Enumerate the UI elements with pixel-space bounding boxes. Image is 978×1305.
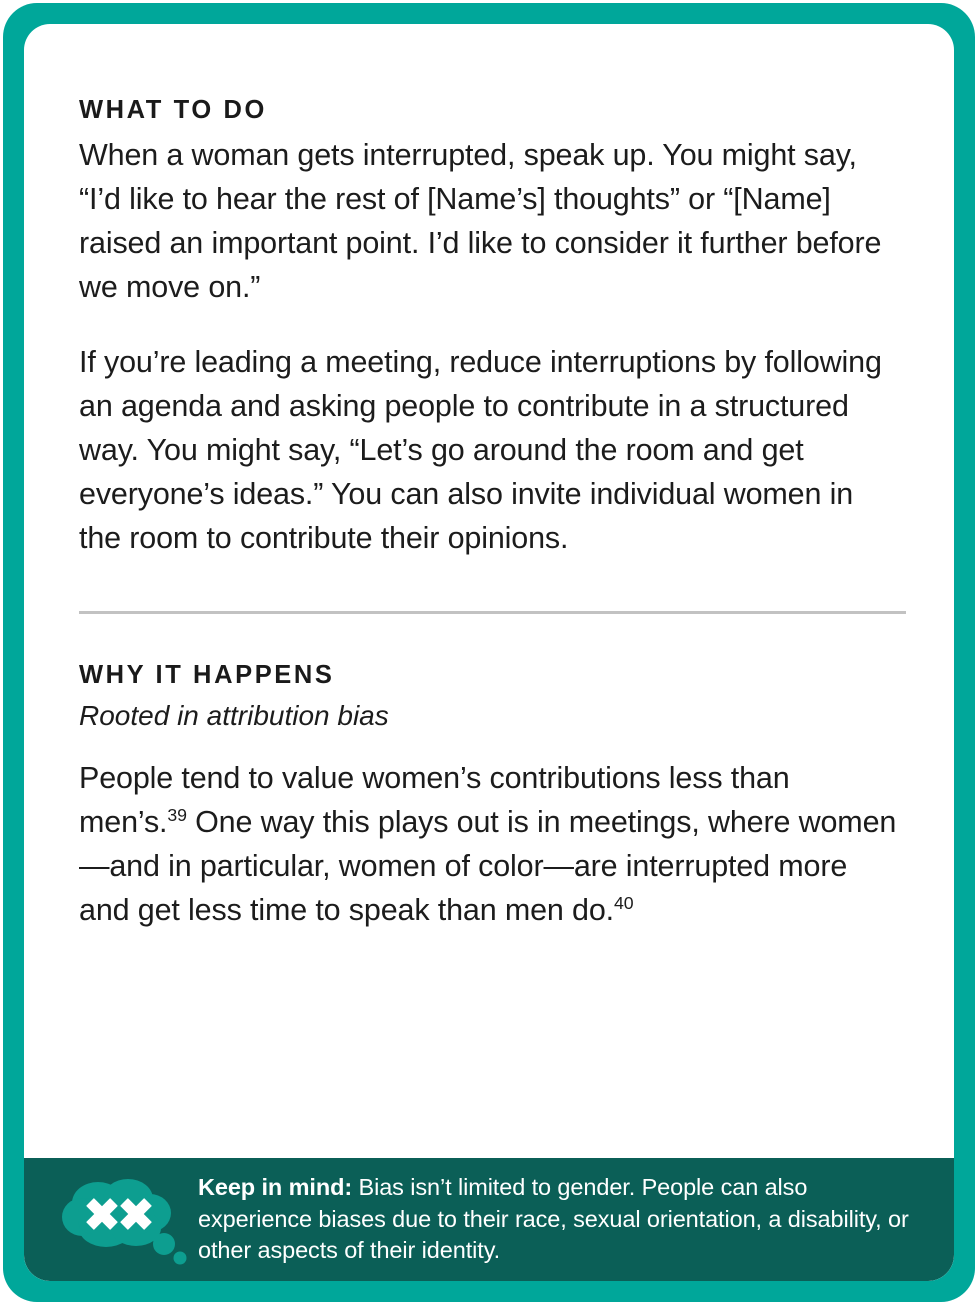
thought-bubble-x-x-icon — [56, 1172, 188, 1268]
section-what-to-do — [79, 96, 897, 560]
keep-in-mind-body: Bias isn’t limited to gender. People can also experience biases due to their race, sexual orientation, a disability, or other aspects of their identity. — [198, 1174, 909, 1264]
keep-in-mind-footer — [24, 1158, 954, 1281]
section-subtitle-attribution-bias: Rooted in attribution bias — [79, 699, 389, 731]
what-to-do-paragraph-1: When a woman gets interrupted, speak up. You might say, “I’d like to hear the rest of [Name’s] thoughts” or “[Name] raised an important point. I’d like to consider it further before we move on.” — [79, 138, 882, 305]
card-outer-frame — [3, 3, 975, 1302]
footnote-marker-39: 39 — [167, 805, 187, 826]
keep-in-mind-text — [198, 1172, 926, 1267]
why-it-happens-paragraph — [79, 756, 897, 932]
section-heading-what-to-do: WHAT TO DO — [79, 96, 267, 124]
section-why-it-happens — [79, 614, 897, 932]
footnote-marker-40: 40 — [614, 893, 634, 914]
keep-in-mind-label: Keep in mind: — [198, 1174, 353, 1201]
what-to-do-paragraph-2: If you’re leading a meeting, reduce interruptions by following an agenda and asking people to contribute in a structured way. You might say, “Let’s go around the room and get everyone’s ideas.” You can also invite individual women in the room to contribute their opinions. — [79, 345, 882, 556]
section-heading-why-it-happens: WHY IT HAPPENS — [79, 661, 335, 690]
card-inner-surface — [24, 24, 954, 1281]
why-paragraph-text-part-2: One way this plays out is in meetings, where women—and in particular, women of color—are interrupted more and get less time to speak than men do. — [79, 805, 897, 928]
card-content-area — [24, 24, 954, 1158]
why-paragraph-text-part-1: People tend to value women’s contributions less than men’s. — [79, 761, 790, 840]
